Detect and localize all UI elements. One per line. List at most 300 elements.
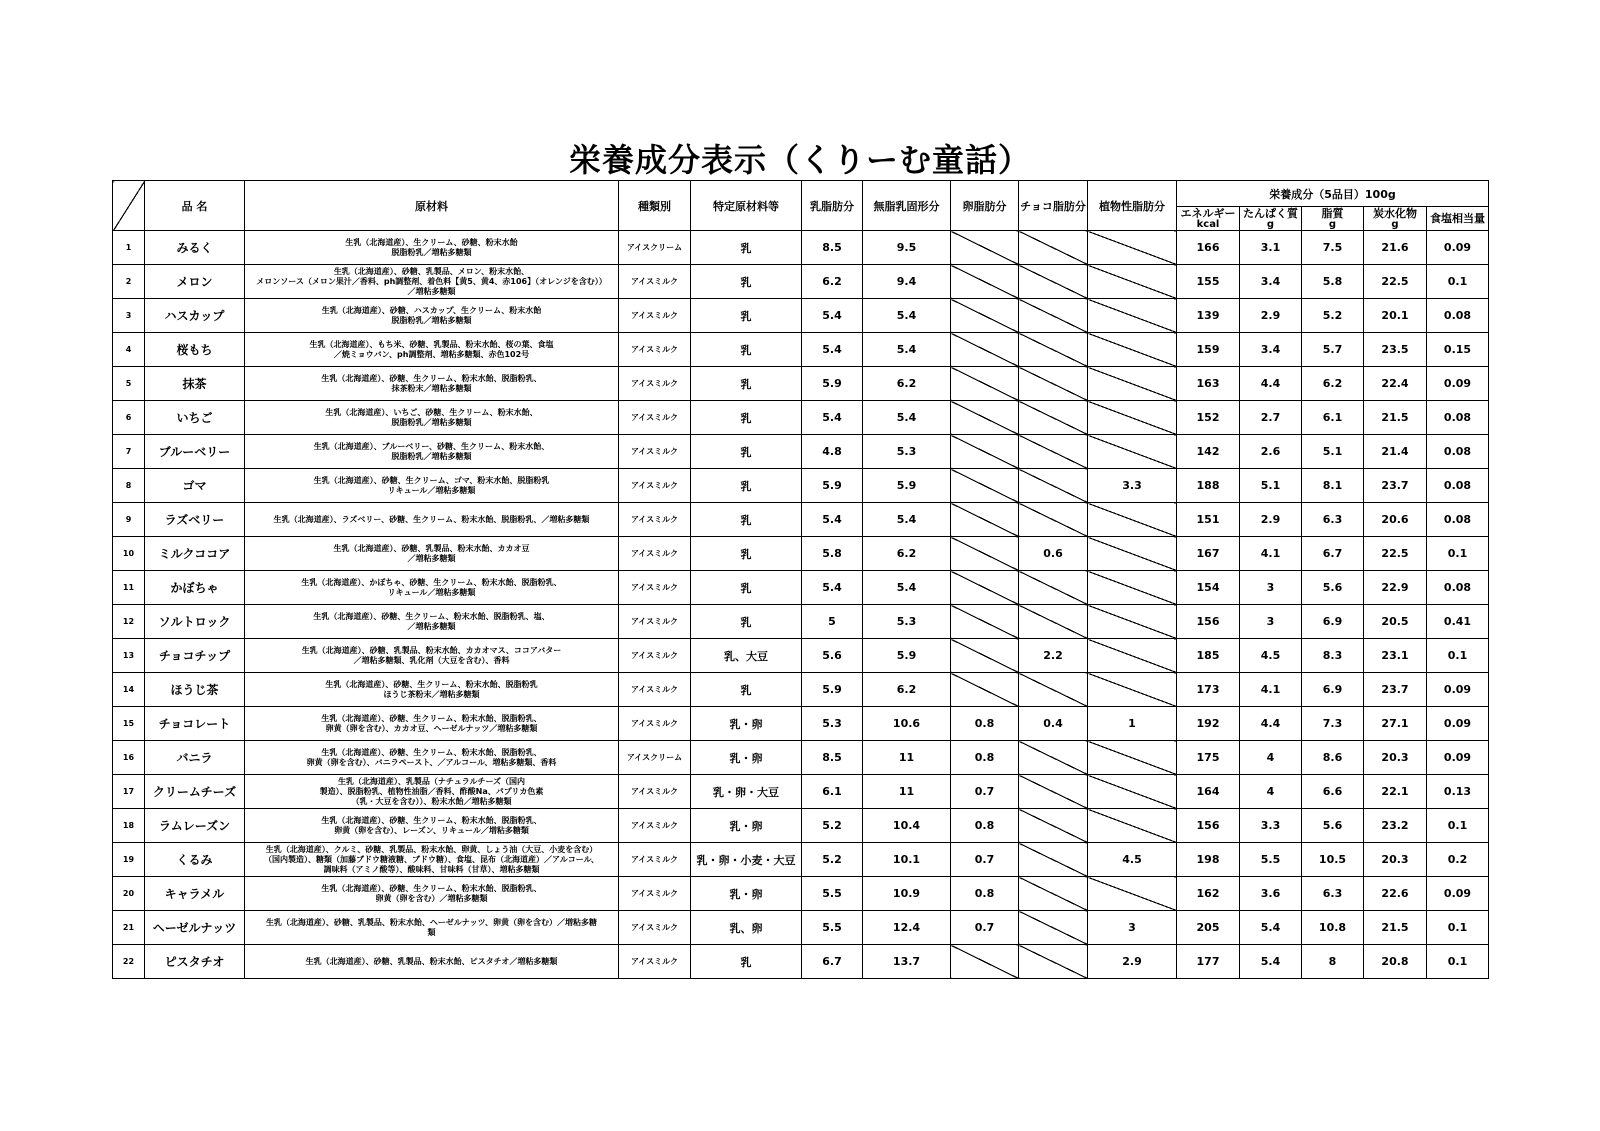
protein-cell: 5.1 [1240,469,1302,503]
fat-cell: 6.1 [1302,401,1364,435]
table-row [113,231,1489,265]
fat-cell: 7.3 [1302,707,1364,741]
table-row [113,707,1489,741]
fat-unit: g [1328,218,1337,230]
choco-fat-cell [1019,945,1088,979]
veg-fat-cell [1088,299,1177,333]
ingredients-cell: 生乳（北海道産）、砂糖、生クリーム、粉末水飴、脱脂粉乳、 抹茶粉末／増粘多糖類 [245,367,619,401]
protein-cell: 4.1 [1240,537,1302,571]
veg-fat-cell [1088,537,1177,571]
ingredients-cell: 生乳（北海道産）、砂糖、生クリーム、粉末水飴、脱脂粉乳、 卵黄（卵を含む）／増粘多糖類 [245,877,619,911]
allergen-cell: 乳、大豆 [691,639,802,673]
egg-fat-cell [951,673,1019,707]
item-name: 桜もち [145,333,245,367]
milk-fat-cell: 4.8 [802,435,863,469]
nonfat-milk-cell: 5.4 [863,299,951,333]
nonfat-milk-cell: 5.4 [863,571,951,605]
kind-cell: アイスクリーム [619,741,691,775]
nonfat-milk-cell: 5.3 [863,605,951,639]
milk-fat-cell: 8.5 [802,741,863,775]
table-row [113,571,1489,605]
allergen-cell: 乳 [691,435,802,469]
page-title: 栄養成分表示（くりーむ童話） [568,141,1031,179]
kind-cell: アイスミルク [619,401,691,435]
kind-cell: アイスミルク [619,503,691,537]
milk-fat-cell: 5.2 [802,843,863,877]
ingredients-cell: 生乳（北海道産）、砂糖、生クリーム、ゴマ、粉末水飴、脱脂粉乳 リキュール／増粘多糖類 [245,469,619,503]
header-nonfat-milk: 無脂乳固形分 [863,181,951,231]
protein-cell: 3 [1240,571,1302,605]
egg-fat-cell: 0.7 [951,775,1019,809]
ingredients-cell: 生乳（北海道産）、砂糖、ハスカップ、生クリーム、粉末水飴 脱脂粉乳／増粘多糖類 [245,299,619,333]
item-name: みるく [145,231,245,265]
nonfat-milk-cell: 10.1 [863,843,951,877]
ingredients-cell: 生乳（北海道産）、砂糖、生クリーム、粉末水飴、脱脂粉乳 ほうじ茶粉末／増粘多糖類 [245,673,619,707]
ingredients-cell: 生乳（北海道産）、砂糖、乳製品、粉末水飴、ヘーゼルナッツ、卵黄（卵を含む）／増粘多糖 類 [245,911,619,945]
row-number: 16 [113,741,145,775]
fat-cell: 6.3 [1302,503,1364,537]
veg-fat-cell [1088,605,1177,639]
item-name: ピスタチオ [145,945,245,979]
protein-cell: 4.5 [1240,639,1302,673]
salt-cell: 0.09 [1427,741,1489,775]
protein-cell: 5.5 [1240,843,1302,877]
energy-cell: 156 [1177,605,1240,639]
table-row [113,265,1489,299]
item-name: くるみ [145,843,245,877]
protein-cell: 2.9 [1240,299,1302,333]
nonfat-milk-cell: 9.4 [863,265,951,299]
milk-fat-cell: 5 [802,605,863,639]
choco-fat-cell [1019,231,1088,265]
ingredients-cell: 生乳（北海道産）、砂糖、乳製品、粉末水飴、ピスタチオ／増粘多糖類 [245,945,619,979]
salt-cell: 0.08 [1427,299,1489,333]
choco-fat-cell [1019,333,1088,367]
salt-cell: 0.08 [1427,401,1489,435]
carb-unit: g [1391,218,1399,230]
egg-fat-cell: 0.8 [951,707,1019,741]
row-number: 20 [113,877,145,911]
choco-fat-cell [1019,775,1088,809]
choco-fat-cell: 0.6 [1019,537,1088,571]
salt-cell: 0.08 [1427,503,1489,537]
kind-cell: アイスミルク [619,435,691,469]
ingredients-cell: 生乳（北海道産）、砂糖、生クリーム、粉末水飴、脱脂粉乳、塩、 ／増粘多糖類 [245,605,619,639]
row-number: 17 [113,775,145,809]
energy-cell: 173 [1177,673,1240,707]
veg-fat-cell [1088,367,1177,401]
kind-cell: アイスミルク [619,843,691,877]
salt-cell: 0.41 [1427,605,1489,639]
header-carb [1364,207,1427,231]
veg-fat-cell: 4.5 [1088,843,1177,877]
ingredients-cell: 生乳（北海道産）、砂糖、乳製品、メロン、粉末水飴、 メロンソース（メロン果汁／香料、ph調整剤、着色料【黄5、黄4、赤106】（オレンジを含む）） ／増粘多糖類 [245,265,619,299]
egg-fat-cell [951,503,1019,537]
ingredients-cell: 生乳（北海道産）、砂糖、生クリーム、粉末水飴、脱脂粉乳、 卵黄（卵を含む）、カカオ豆、ヘーゼルナッツ／増粘多糖類 [245,707,619,741]
energy-cell: 198 [1177,843,1240,877]
header-salt [1427,207,1489,231]
kind-cell: アイスミルク [619,707,691,741]
kind-cell: アイスミルク [619,333,691,367]
row-number: 5 [113,367,145,401]
row-number: 11 [113,571,145,605]
table-row [113,401,1489,435]
egg-fat-cell: 0.8 [951,809,1019,843]
carb-cell: 22.5 [1364,265,1427,299]
veg-fat-cell [1088,741,1177,775]
item-name: ブルーベリー [145,435,245,469]
carb-cell: 21.4 [1364,435,1427,469]
table-row [113,843,1489,877]
fat-cell: 5.1 [1302,435,1364,469]
milk-fat-cell: 5.4 [802,571,863,605]
milk-fat-cell: 5.8 [802,537,863,571]
kind-cell: アイスクリーム [619,231,691,265]
kind-cell: アイスミルク [619,265,691,299]
header-choco-fat: チョコ脂肪分 [1019,181,1088,231]
table-row [113,639,1489,673]
table-row [113,503,1489,537]
fat-cell: 6.3 [1302,877,1364,911]
milk-fat-cell: 5.4 [802,333,863,367]
kind-cell: アイスミルク [619,299,691,333]
carb-label: 炭水化物 [1373,206,1417,220]
egg-fat-cell: 0.8 [951,877,1019,911]
salt-cell: 0.09 [1427,707,1489,741]
protein-cell: 2.9 [1240,503,1302,537]
ingredients-cell: 生乳（北海道産）、砂糖、乳製品、粉末水飴、カカオ豆 ／増粘多糖類 [245,537,619,571]
veg-fat-cell [1088,401,1177,435]
salt-cell: 0.1 [1427,537,1489,571]
energy-cell: 177 [1177,945,1240,979]
table-row [113,537,1489,571]
choco-fat-cell: 0.4 [1019,707,1088,741]
ingredients-cell: 生乳（北海道産）、クルミ、砂糖、乳製品、粉末水飴、卵黄、しょう油（大豆、小麦を含む） （国内製造）、糖類（加藤ブドウ糖液糖、ブドウ糖）、食塩、昆布（北海道産）／アルコール、 調味料（アミノ酸等）、酸味料、甘味料（甘草）、増粘多糖類 [245,843,619,877]
item-name: バニラ [145,741,245,775]
nonfat-milk-cell: 11 [863,775,951,809]
nonfat-milk-cell: 5.4 [863,503,951,537]
milk-fat-cell: 5.5 [802,877,863,911]
item-name: ゴマ [145,469,245,503]
row-number: 13 [113,639,145,673]
table-row [113,775,1489,809]
energy-cell: 156 [1177,809,1240,843]
fat-cell: 6.9 [1302,673,1364,707]
kind-cell: アイスミルク [619,911,691,945]
veg-fat-cell [1088,775,1177,809]
carb-cell: 20.3 [1364,843,1427,877]
carb-cell: 22.1 [1364,775,1427,809]
protein-unit: g [1266,218,1275,230]
milk-fat-cell: 5.3 [802,707,863,741]
header-ingredients: 原材料 [245,181,619,231]
energy-cell: 188 [1177,469,1240,503]
egg-fat-cell [951,265,1019,299]
fat-cell: 6.9 [1302,605,1364,639]
row-number: 7 [113,435,145,469]
choco-fat-cell [1019,877,1088,911]
milk-fat-cell: 5.2 [802,809,863,843]
salt-cell: 0.08 [1427,571,1489,605]
veg-fat-cell [1088,265,1177,299]
fat-cell: 5.7 [1302,333,1364,367]
nonfat-milk-cell: 5.9 [863,639,951,673]
protein-cell: 4 [1240,775,1302,809]
egg-fat-cell [951,605,1019,639]
allergen-cell: 乳、卵 [691,911,802,945]
egg-fat-cell [951,367,1019,401]
carb-cell: 23.5 [1364,333,1427,367]
energy-cell: 162 [1177,877,1240,911]
choco-fat-cell [1019,265,1088,299]
fat-cell: 6.6 [1302,775,1364,809]
veg-fat-cell [1088,333,1177,367]
item-name: ソルトロック [145,605,245,639]
nonfat-milk-cell: 10.9 [863,877,951,911]
ingredients-cell: 生乳（北海道産）、ラズベリー、砂糖、生クリーム、粉末水飴、脱脂粉乳、／増粘多糖類 [245,503,619,537]
row-number: 18 [113,809,145,843]
nonfat-milk-cell: 10.4 [863,809,951,843]
allergen-cell: 乳 [691,945,802,979]
table-row [113,299,1489,333]
row-number: 10 [113,537,145,571]
salt-cell: 0.08 [1427,435,1489,469]
carb-cell: 21.5 [1364,401,1427,435]
item-name: ほうじ茶 [145,673,245,707]
salt-cell: 0.13 [1427,775,1489,809]
milk-fat-cell: 8.5 [802,231,863,265]
choco-fat-cell [1019,911,1088,945]
energy-cell: 166 [1177,231,1240,265]
header-kind: 種類別 [619,181,691,231]
allergen-cell: 乳・卵・小麦・大豆 [691,843,802,877]
header-milk-fat: 乳脂肪分 [802,181,863,231]
milk-fat-cell: 5.4 [802,503,863,537]
choco-fat-cell [1019,741,1088,775]
carb-cell: 20.3 [1364,741,1427,775]
veg-fat-cell [1088,231,1177,265]
egg-fat-cell [951,469,1019,503]
ingredients-cell: 生乳（北海道産）、乳製品（ナチュラルチーズ（国内 製造）、脱脂粉乳、植物性油脂／香料、酢酸Na、パプリカ色素 （乳・大豆を含む））、粉末水飴／増粘多糖類 [245,775,619,809]
allergen-cell: 乳 [691,469,802,503]
energy-cell: 205 [1177,911,1240,945]
ingredients-cell: 生乳（北海道産）、かぼちゃ、砂糖、生クリーム、粉末水飴、脱脂粉乳、 リキュール／増粘多糖類 [245,571,619,605]
egg-fat-cell [951,333,1019,367]
allergen-cell: 乳 [691,503,802,537]
carb-cell: 20.8 [1364,945,1427,979]
header-name: 品 名 [145,181,245,231]
row-number: 8 [113,469,145,503]
veg-fat-cell [1088,503,1177,537]
egg-fat-cell [951,435,1019,469]
kind-cell: アイスミルク [619,945,691,979]
protein-cell: 5.4 [1240,911,1302,945]
fat-cell: 8 [1302,945,1364,979]
item-name: チョコレート [145,707,245,741]
milk-fat-cell: 5.9 [802,367,863,401]
nonfat-milk-cell: 11 [863,741,951,775]
fat-cell: 5.2 [1302,299,1364,333]
allergen-cell: 乳 [691,673,802,707]
item-name: 抹茶 [145,367,245,401]
allergen-cell: 乳 [691,333,802,367]
salt-cell: 0.09 [1427,877,1489,911]
allergen-cell: 乳・卵 [691,741,802,775]
choco-fat-cell [1019,605,1088,639]
protein-cell: 4.4 [1240,367,1302,401]
row-number: 19 [113,843,145,877]
ingredients-cell: 生乳（北海道産）、砂糖、生クリーム、粉末水飴、脱脂粉乳、 卵黄（卵を含む）、バニラペースト、／アルコール、増粘多糖類、香料 [245,741,619,775]
table-row [113,911,1489,945]
salt-cell: 0.09 [1427,673,1489,707]
kind-cell: アイスミルク [619,469,691,503]
milk-fat-cell: 5.4 [802,401,863,435]
carb-cell: 23.7 [1364,673,1427,707]
salt-cell: 0.1 [1427,265,1489,299]
protein-cell: 3.4 [1240,333,1302,367]
row-number: 15 [113,707,145,741]
protein-cell: 4.4 [1240,707,1302,741]
salt-cell: 0.1 [1427,911,1489,945]
nonfat-milk-cell: 12.4 [863,911,951,945]
egg-fat-cell [951,299,1019,333]
choco-fat-cell [1019,401,1088,435]
carb-cell: 20.6 [1364,503,1427,537]
salt-cell: 0.09 [1427,367,1489,401]
item-name: ミルクココア [145,537,245,571]
veg-fat-cell [1088,877,1177,911]
salt-cell: 0.1 [1427,809,1489,843]
choco-fat-cell: 2.2 [1019,639,1088,673]
egg-fat-cell [951,537,1019,571]
salt-cell: 0.1 [1427,639,1489,673]
protein-cell: 2.7 [1240,401,1302,435]
table-row [113,367,1489,401]
allergen-cell: 乳 [691,265,802,299]
milk-fat-cell: 5.6 [802,639,863,673]
protein-label: たんぱく質 [1243,206,1298,220]
header-nutrition-group: 栄養成分（5品目）100g [1177,181,1489,207]
egg-fat-cell: 0.8 [951,741,1019,775]
veg-fat-cell [1088,809,1177,843]
fat-cell: 5.6 [1302,809,1364,843]
energy-cell: 155 [1177,265,1240,299]
egg-fat-cell [951,571,1019,605]
nonfat-milk-cell: 9.5 [863,231,951,265]
salt-cell: 0.08 [1427,469,1489,503]
energy-cell: 175 [1177,741,1240,775]
ingredients-cell: 生乳（北海道産）、ブルーベリー、砂糖、生クリーム、粉末水飴、 脱脂粉乳／増粘多糖類 [245,435,619,469]
allergen-cell: 乳・卵 [691,707,802,741]
nonfat-milk-cell: 5.3 [863,435,951,469]
salt-label: 食塩相当量 [1430,212,1485,225]
carb-cell: 27.1 [1364,707,1427,741]
row-number: 2 [113,265,145,299]
item-name: チョコチップ [145,639,245,673]
allergen-cell: 乳・卵・大豆 [691,775,802,809]
corner-cell [113,181,145,231]
energy-label: エネルギー [1180,206,1236,220]
header-veg-fat: 植物性脂肪分 [1088,181,1177,231]
egg-fat-cell: 0.7 [951,911,1019,945]
fat-cell: 5.8 [1302,265,1364,299]
allergen-cell: 乳 [691,537,802,571]
row-number: 3 [113,299,145,333]
fat-cell: 7.5 [1302,231,1364,265]
kind-cell: アイスミルク [619,673,691,707]
energy-cell: 159 [1177,333,1240,367]
protein-cell: 5.4 [1240,945,1302,979]
egg-fat-cell [951,231,1019,265]
milk-fat-cell: 6.2 [802,265,863,299]
protein-cell: 4 [1240,741,1302,775]
item-name: ハスカップ [145,299,245,333]
protein-cell: 4.1 [1240,673,1302,707]
protein-cell: 3.3 [1240,809,1302,843]
choco-fat-cell [1019,571,1088,605]
salt-cell: 0.09 [1427,231,1489,265]
ingredients-cell: 生乳（北海道産）、砂糖、乳製品、粉末水飴、カカオマス、ココアバター ／増粘多糖類、乳化剤（大豆を含む）、香料 [245,639,619,673]
milk-fat-cell: 5.9 [802,469,863,503]
allergen-cell: 乳 [691,299,802,333]
energy-cell: 142 [1177,435,1240,469]
nonfat-milk-cell: 13.7 [863,945,951,979]
header-energy [1177,207,1240,231]
energy-cell: 167 [1177,537,1240,571]
nonfat-milk-cell: 5.4 [863,333,951,367]
veg-fat-cell [1088,571,1177,605]
allergen-cell: 乳 [691,367,802,401]
choco-fat-cell [1019,299,1088,333]
header-egg-fat: 卵脂肪分 [951,181,1019,231]
row-number: 22 [113,945,145,979]
item-name: ラムレーズン [145,809,245,843]
choco-fat-cell [1019,367,1088,401]
kind-cell: アイスミルク [619,809,691,843]
row-number: 6 [113,401,145,435]
carb-cell: 21.6 [1364,231,1427,265]
item-name: ラズベリー [145,503,245,537]
nonfat-milk-cell: 5.9 [863,469,951,503]
allergen-cell: 乳 [691,401,802,435]
nonfat-milk-cell: 6.2 [863,367,951,401]
energy-cell: 151 [1177,503,1240,537]
carb-cell: 22.4 [1364,367,1427,401]
egg-fat-cell [951,401,1019,435]
ingredients-cell: 生乳（北海道産）、生クリーム、砂糖、粉末水飴 脱脂粉乳／増粘多糖類 [245,231,619,265]
kind-cell: アイスミルク [619,877,691,911]
fat-cell: 8.6 [1302,741,1364,775]
table-row [113,605,1489,639]
carb-cell: 22.9 [1364,571,1427,605]
nonfat-milk-cell: 5.4 [863,401,951,435]
table-row [113,877,1489,911]
carb-cell: 22.6 [1364,877,1427,911]
choco-fat-cell [1019,809,1088,843]
energy-unit: kcal [1196,218,1220,230]
row-number: 12 [113,605,145,639]
protein-cell: 2.6 [1240,435,1302,469]
kind-cell: アイスミルク [619,537,691,571]
choco-fat-cell [1019,435,1088,469]
item-name: メロン [145,265,245,299]
salt-cell: 0.2 [1427,843,1489,877]
kind-cell: アイスミルク [619,639,691,673]
table-row [113,945,1489,979]
protein-cell: 3.4 [1240,265,1302,299]
protein-cell: 3.6 [1240,877,1302,911]
energy-cell: 164 [1177,775,1240,809]
